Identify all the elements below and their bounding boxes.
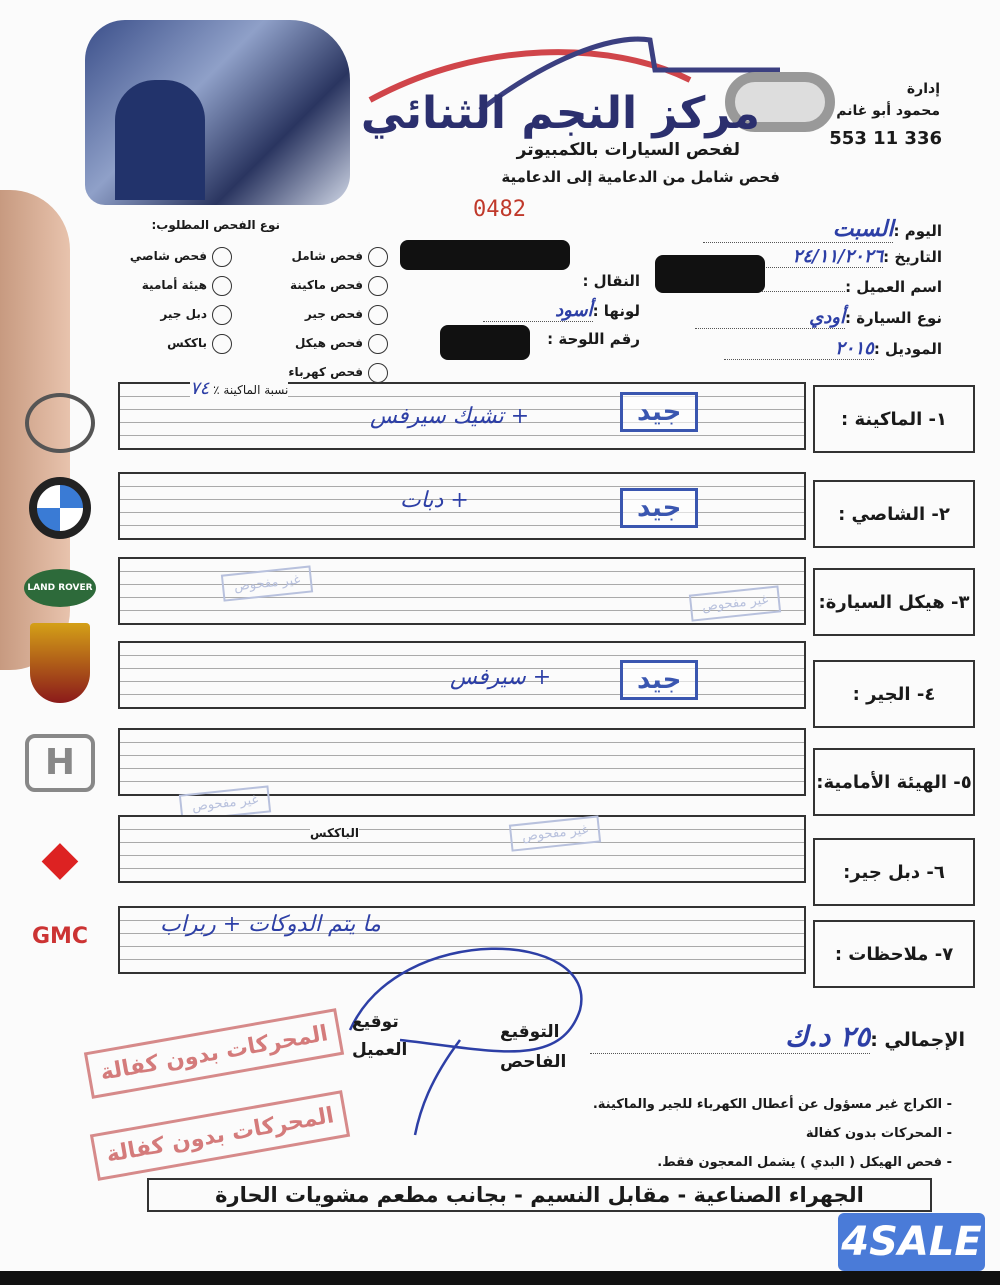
4sale-watermark: 4SALE (838, 1213, 985, 1271)
model-value: ٢٠١٥ (724, 338, 874, 360)
section-chassis: ٢- الشاصي : (813, 480, 975, 548)
inspection-type-label: نوع الفحص المطلوب: (151, 218, 280, 232)
transporter-label: النقال : (582, 272, 640, 290)
section-body: ٣- هيكل السيارة: (813, 568, 975, 636)
redaction (400, 240, 570, 270)
term: - الكراج غير مسؤول عن أعطال الكهرباء للجير والماكينة. (592, 1097, 952, 1112)
mechanic-photo (85, 20, 350, 205)
model-field (724, 338, 942, 360)
section-gearbox: ٤- الجير : (813, 660, 975, 728)
mitsubishi-logo: ◆ (41, 830, 79, 886)
total-label: الإجمالي : (870, 1029, 965, 1051)
plate-field (547, 330, 640, 348)
car-type-value: أودي (695, 307, 845, 329)
land-rover-logo (22, 550, 98, 626)
model-label: الموديل : (873, 340, 942, 358)
option-label: دبل جير (160, 307, 207, 321)
engine-percent-value: ٧٤ (190, 378, 210, 399)
client-label: العميل (352, 1040, 408, 1060)
good-stamp: جيد (620, 660, 698, 700)
photo-bottom-edge (0, 1271, 1000, 1285)
manager-name: محمود أبو غانم (836, 103, 940, 119)
management (836, 78, 940, 122)
inspector-signature-label: التوقيع (500, 1022, 560, 1042)
not-inspected-stamp: غير مفحوص (689, 585, 782, 621)
section-notes: ٧- ملاحظات : (813, 920, 975, 988)
option[interactable] (288, 271, 388, 300)
total-value: ٢٥ د.ك (590, 1020, 870, 1054)
honda-logo: H (22, 725, 98, 801)
management-label: إدارة (906, 81, 940, 97)
serial-number: 0482 (473, 197, 526, 222)
notes-text: ما يتم الدوكات + ربراب (160, 912, 381, 937)
option[interactable] (130, 329, 232, 358)
color-field (483, 300, 640, 322)
tagline: فحص شامل من الدعامية إلى الدعامية (501, 168, 780, 186)
center-title: مركز النجم الثنائي (360, 88, 760, 139)
color-value: أسود (483, 300, 593, 322)
section-engine: ١- الماكينة : (813, 385, 975, 453)
option-label: فحص كهرباء (288, 365, 363, 379)
gearbox-note: + سيرفس (450, 665, 552, 690)
option[interactable] (288, 329, 388, 358)
double-gear-box (118, 815, 806, 883)
option-label: فحص شامل (291, 249, 363, 263)
engine-note: + تشيك سيرفس (370, 404, 530, 429)
good-stamp: جيد (620, 488, 698, 528)
option[interactable] (130, 300, 232, 329)
phone: 553 11 336 (829, 128, 942, 149)
day-value: السبت (703, 216, 893, 243)
option-label: فحص شاصي (129, 249, 207, 263)
redaction (655, 255, 765, 293)
not-inspected-stamp: غير مفحوص (509, 815, 602, 851)
inspection-options-col2 (130, 242, 232, 358)
gmc-logo: GMC (31, 923, 89, 949)
inspector-label: الفاحص (500, 1052, 567, 1072)
color-label: لونها : (592, 302, 640, 320)
date-value: ٢٤/١١/٢٠٢٦ (693, 246, 883, 268)
day-label: اليوم : (893, 222, 942, 240)
no-warranty-stamp: المحركات بدون كفالة (84, 1008, 345, 1099)
backs-label: الباككس (310, 826, 359, 840)
subtitle: لفحص السيارات بالكمبيوتر (516, 140, 740, 160)
plate-label: رقم اللوحة : (547, 330, 640, 348)
option-label: باككس (167, 336, 207, 350)
mazda-logo (22, 385, 98, 461)
no-warranty-stamp: المحركات بدون كفالة (90, 1090, 351, 1181)
option-label: هيئة أمامية (141, 278, 207, 292)
option[interactable] (288, 242, 388, 271)
address: الجهراء الصناعية - مقابل النسيم - بجانب مطعم مشويات الحارة (147, 1178, 932, 1212)
bmw-logo (22, 470, 98, 546)
section-front: ٥- الهيئة الأمامية: (813, 748, 975, 816)
not-inspected-stamp: غير مفحوص (179, 785, 272, 821)
car-type-label: نوع السيارة : (844, 309, 942, 327)
option[interactable] (130, 271, 232, 300)
engine-percent-label: نسبة الماكينة ٪ (213, 383, 289, 397)
good-stamp: جيد (620, 392, 698, 432)
inspection-options-col1 (288, 242, 388, 387)
redaction (440, 325, 530, 360)
option-label: فحص ماكينة (289, 278, 363, 292)
chassis-note: + دبات (400, 488, 469, 513)
section-double-gear: ٦- دبل جير: (813, 838, 975, 906)
day-field (703, 216, 942, 243)
client-signature-label: توقيع (352, 1012, 399, 1032)
not-inspected-stamp: غير مفحوص (221, 565, 314, 601)
front-box (118, 728, 806, 796)
client-label: اسم العميل : (845, 278, 942, 296)
porsche-logo (22, 625, 98, 701)
option-label: فحص هيكل (295, 336, 363, 350)
date-label: التاريخ : (883, 248, 942, 266)
option[interactable] (288, 300, 388, 329)
transporter-field (582, 272, 640, 290)
land-rover-text: LAND ROVER (24, 569, 96, 607)
term: - المحركات بدون كفالة (805, 1126, 952, 1141)
car-type-field (695, 307, 942, 329)
option[interactable] (130, 242, 232, 271)
engine-percent (190, 378, 288, 399)
terms (593, 1090, 952, 1177)
total-field (590, 1020, 965, 1054)
term: - فحص الهيكل ( البدي ) يشمل المعجون فقط. (657, 1155, 952, 1170)
option-label: فحص جير (304, 307, 363, 321)
